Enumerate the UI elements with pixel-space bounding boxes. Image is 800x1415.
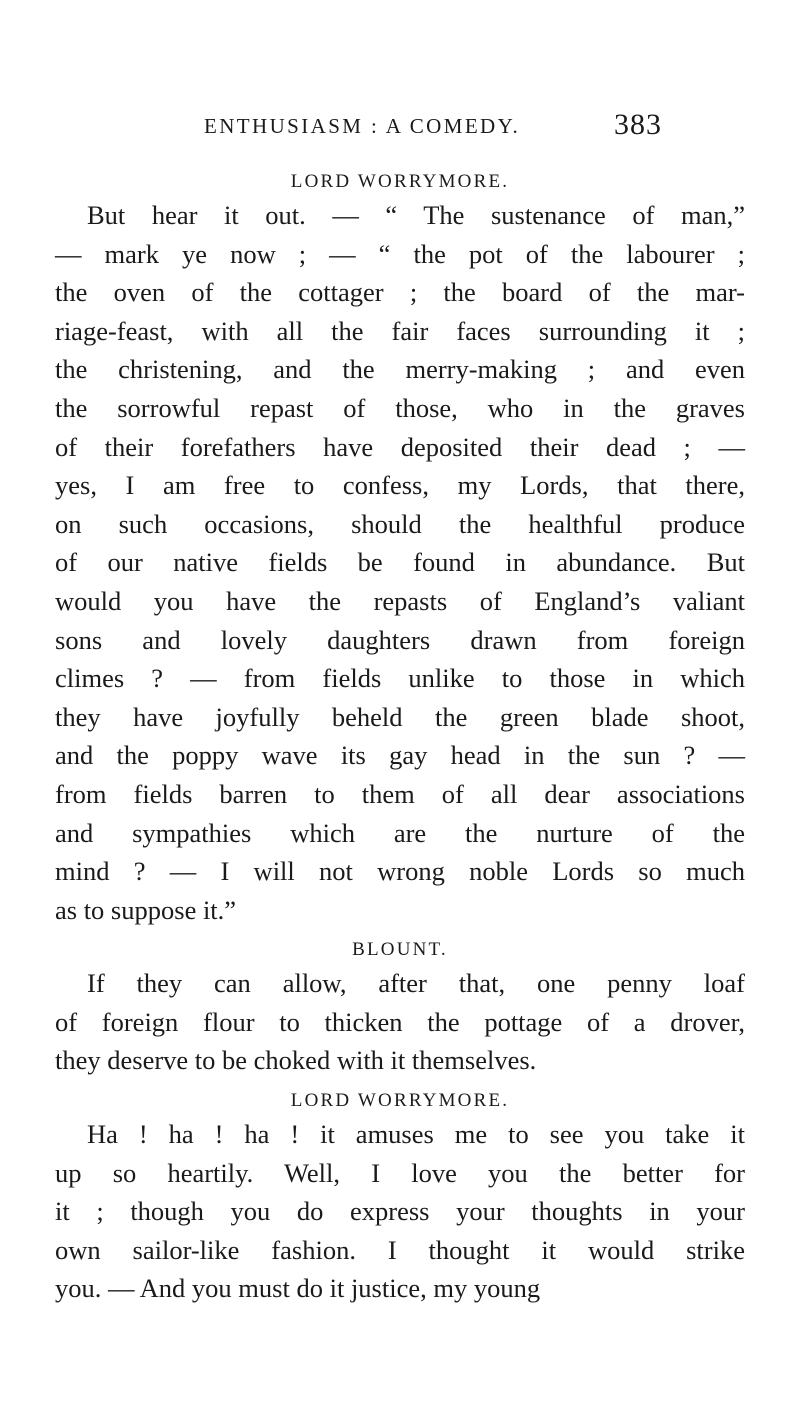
text-line: they deserve to be choked with it themselves. (55, 1045, 537, 1076)
text-line: it ; though you do express your thoughts in your (55, 1196, 745, 1227)
text-line: If they can allow, after that, one penny loaf (87, 968, 745, 999)
speech (55, 1087, 745, 1308)
speech (55, 168, 745, 929)
text-line: on such occasions, should the healthful produce (55, 508, 745, 539)
text-line: would you have the repasts of England’s valiant (55, 585, 745, 616)
text-line: of their forefathers have deposited their dead ; — (55, 431, 745, 462)
text-line: Ha ! ha ! ha ! it amuses me to see you take it (87, 1119, 745, 1150)
text-line: climes ? — from fields unlike to those in which (55, 663, 745, 694)
text-line: riage-feast, with all the fair faces surrounding it ; (55, 315, 745, 346)
speaker-name: BLOUNT. (352, 939, 448, 961)
text-line: of foreign flour to thicken the pottage of a drover, (55, 1006, 745, 1037)
speech (55, 936, 745, 1080)
text-line: mind ? — I will not wrong noble Lords so much (55, 856, 745, 887)
text-line: the sorrowful repast of those, who in the graves (55, 392, 745, 423)
speaker-name: LORD WORRYMORE. (290, 171, 510, 192)
text-line: and sympathies which are the nurture of the (55, 817, 745, 848)
text-line: up so heartily. Well, I love you the better for (55, 1157, 745, 1188)
text-line: and the poppy wave its gay head in the sun ? — (55, 740, 745, 771)
page-number: 383 (614, 108, 662, 141)
text-line: yes, I am free to confess, my Lords, that there, (55, 470, 745, 501)
play-text (55, 168, 745, 1308)
text-line: — mark ye now ; — “ the pot of the labourer ; (55, 238, 745, 269)
text-line: the christening, and the merry-making ; and even (55, 354, 745, 385)
text-line: the oven of the cottager ; the board of the mar- (55, 277, 745, 308)
text-line: you. — And you must do it justice, my young (55, 1273, 541, 1304)
running-title: ENTHUSIASM : A COMEDY. (204, 114, 521, 138)
text-line: as to suppose it.” (55, 894, 237, 925)
text-line: of our native fields be found in abundance. But (55, 547, 745, 578)
speech-gap (55, 929, 745, 936)
running-head (0, 108, 800, 144)
text-line: they have joyfully beheld the green blade shoot, (55, 701, 745, 732)
speaker-name: LORD WORRYMORE. (290, 1090, 510, 1112)
text-line: own sailor-like fashion. I thought it would strike (55, 1234, 745, 1265)
text-line: sons and lovely daughters drawn from foreign (55, 624, 745, 655)
text-line: from fields barren to them of all dear associations (55, 778, 745, 809)
speech-gap (55, 1080, 745, 1087)
text-line: But hear it out. — “ The sustenance of man,” (87, 200, 745, 230)
